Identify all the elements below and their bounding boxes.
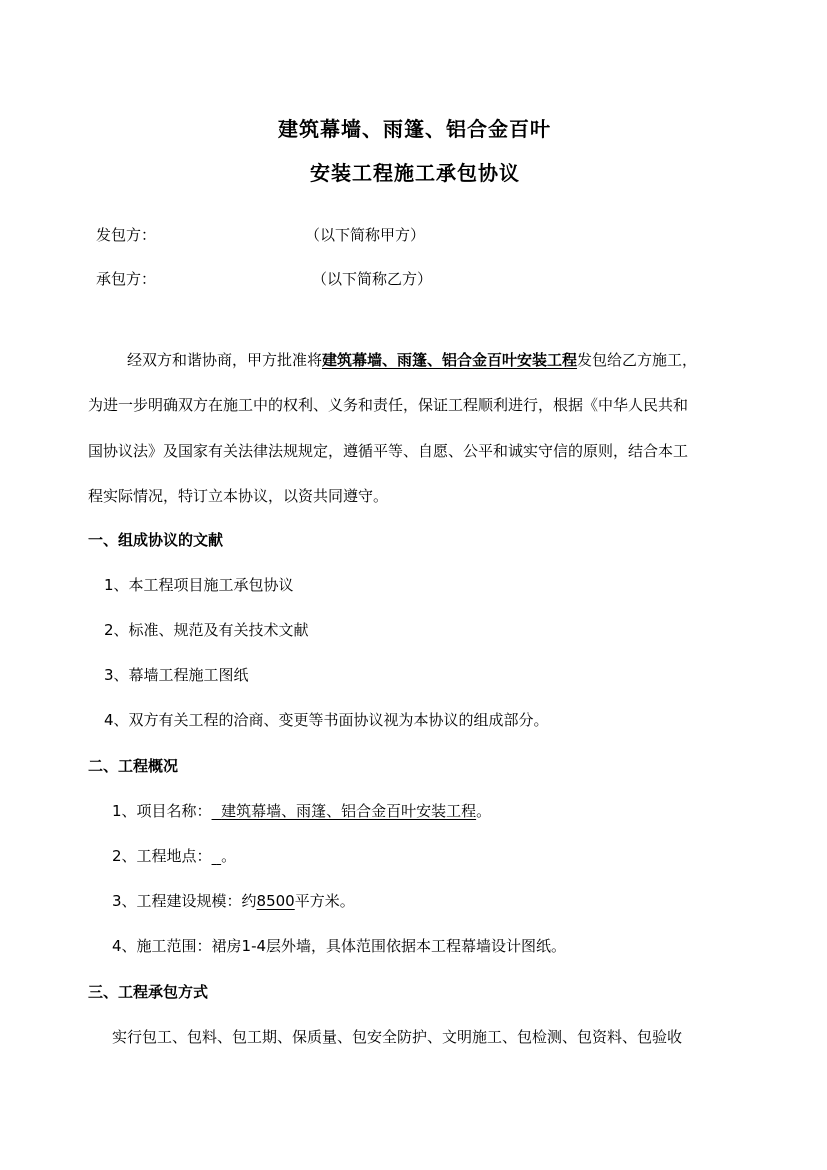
section2-heading: 二、工程概况 <box>88 757 179 775</box>
scale-value: 8500 <box>256 892 295 910</box>
intro-line-4: 程实际情况，特订立本协议，以资共同遵守。 <box>88 487 389 505</box>
employer-note: （以下简称甲方） <box>305 226 426 244</box>
section3-text: 实行包工、包料、包工期、保质量、包安全防护、文明施工、包检测、包资料、包验收 <box>112 1028 683 1046</box>
project-name-value <box>212 802 477 820</box>
section1-item-2: 2、标准、规范及有关技术文献 <box>104 621 309 639</box>
intro-line-1-pre: 经双方和谐协商，甲方批准将 <box>127 351 323 369</box>
document-title-line1: 建筑幕墙、雨篷、铝合金百叶 <box>278 117 551 141</box>
contractor-note: （以下简称乙方） <box>312 270 433 288</box>
location-label: 2、工程地点： <box>112 847 212 865</box>
section1-item-4: 4、双方有关工程的洽商、变更等书面协议视为本协议的组成部分。 <box>104 711 549 729</box>
project-name-label: 1、项目名称： <box>112 802 212 820</box>
location-suffix: 。 <box>221 847 237 865</box>
project-name-value-text: 建筑幕墙、雨篷、铝合金百叶安装工程 <box>221 802 477 820</box>
section3-heading: 三、工程承包方式 <box>88 983 209 1001</box>
section2-item-project-name <box>112 800 491 821</box>
section2-item-location <box>112 845 236 866</box>
location-value <box>212 847 222 865</box>
section2-item-scale <box>112 890 355 911</box>
section2-item-scope: 4、施工范围：裙房1-4层外墙，具体范围依据本工程幕墙设计图纸。 <box>112 937 567 955</box>
intro-line-1-post: 发包给乙方施工， <box>577 351 698 369</box>
section1-heading: 一、组成协议的文献 <box>88 531 224 549</box>
employer-label: 发包方： <box>96 226 157 244</box>
intro-line-3: 国协议法》及国家有关法律法规规定，遵循平等、自愿、公平和诚实守信的原则，结合本工 <box>88 442 689 460</box>
section1-item-1: 1、本工程项目施工承包协议 <box>104 576 294 594</box>
document-title-line2: 安装工程施工承包协议 <box>310 161 520 185</box>
intro-line-2: 为进一步明确双方在施工中的权利、义务和责任，保证工程顺利进行，根据《中华人民共和 <box>88 396 689 414</box>
project-name-suffix: 。 <box>476 802 492 820</box>
scale-suffix: 平方米。 <box>294 892 355 910</box>
project-name-emphasis: 建筑幕墙、雨篷、铝合金百叶安装工程 <box>322 351 578 369</box>
scale-label: 3、工程建设规模：约 <box>112 892 257 910</box>
intro-line-1 <box>127 349 697 370</box>
contractor-label: 承包方： <box>96 270 157 288</box>
section1-item-3: 3、幕墙工程施工图纸 <box>104 666 249 684</box>
